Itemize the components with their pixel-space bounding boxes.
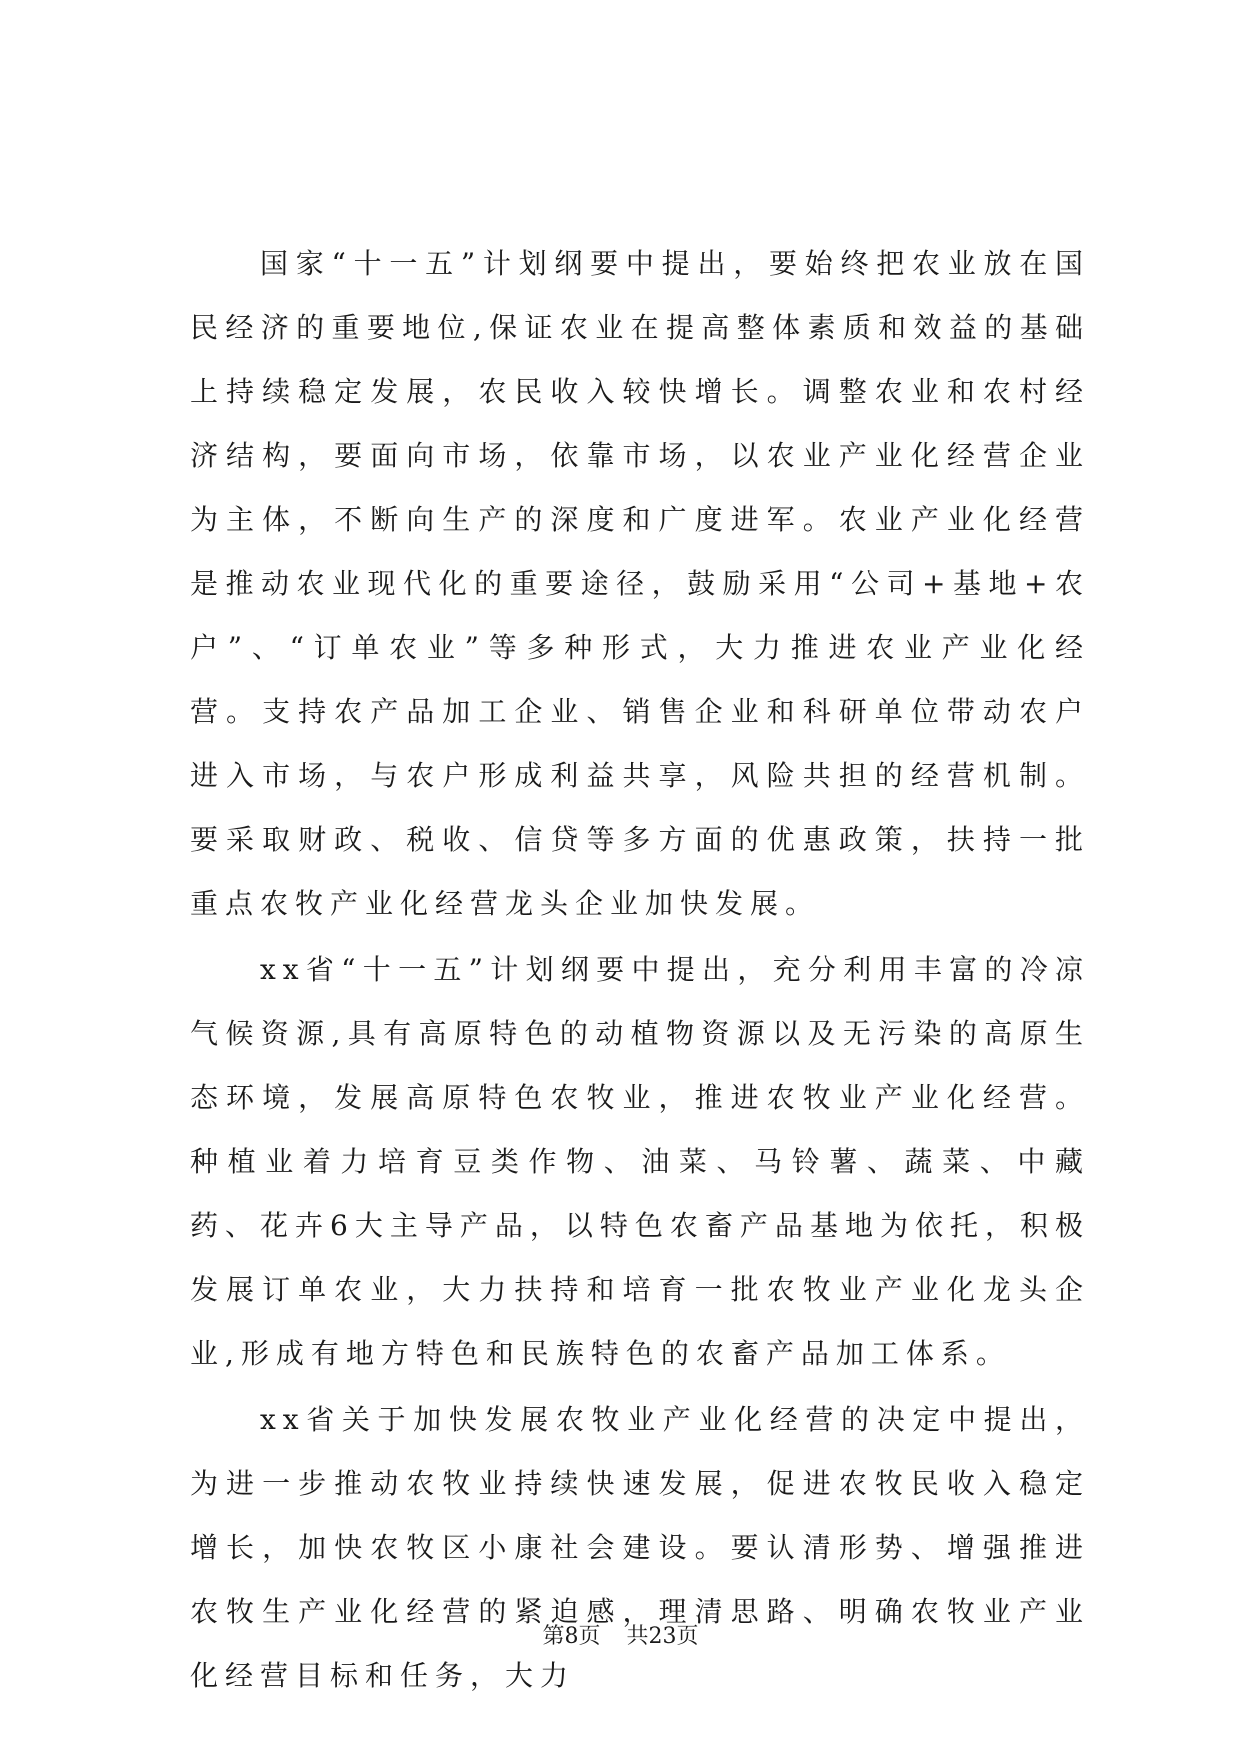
paragraph: xx省关于加快发展农牧业产业化经营的决定中提出，为进一步推动农牧业持续快速发展，促进农牧民收入稳定增长，加快农牧区小康社会建设。要认清形势、增强推进农牧生产业化经营的紧迫感，理清思路、明确农牧业产业化经营目标和任务，大力 bbox=[190, 1403, 1090, 1692]
page-number: 第8页 bbox=[542, 1624, 601, 1649]
paragraph: 国家“十一五”计划纲要中提出，要始终把农业放在国民经济的重要地位,保证农业在提高整体素质和效益的基础上持续稳定发展，农民收入较快增长。调整农业和农村经济结构，要面向市场，依靠市场，以农业产业化经营企业为主体，不断向生产的深度和广度进军。农业产业化经营是推动农业现代化的重要途径，鼓励采用“公司+基地+农户”、“订单农业”等多种形式，大力推进农业产业化经营。支持农产品加工企业、销售企业和科研单位带动农户进入市场，与农户形成利益共享，风险共担的经营机制。要采取财政、税收、信贷等多方面的优惠政策，扶持一批重点农牧产业化经营龙头企业加快发展。 bbox=[190, 247, 1090, 920]
document-body bbox=[190, 232, 1090, 1710]
page-total: 共23页 bbox=[626, 1624, 699, 1649]
paragraph: xx省“十一五”计划纲要中提出，充分利用丰富的冷凉气候资源,具有高原特色的动植物资源以及无污染的高原生态环境，发展高原特色农牧业，推进农牧业产业化经营。种植业着力培育豆类作物、油菜、马铃薯、蔬菜、中藏药、花卉6大主导产品，以特色农畜产品基地为依托，积极发展订单农业，大力扶持和培育一批农牧业产业化龙头企业,形成有地方特色和民族特色的农畜产品加工体系。 bbox=[190, 953, 1090, 1370]
page-footer bbox=[0, 1622, 1241, 1652]
